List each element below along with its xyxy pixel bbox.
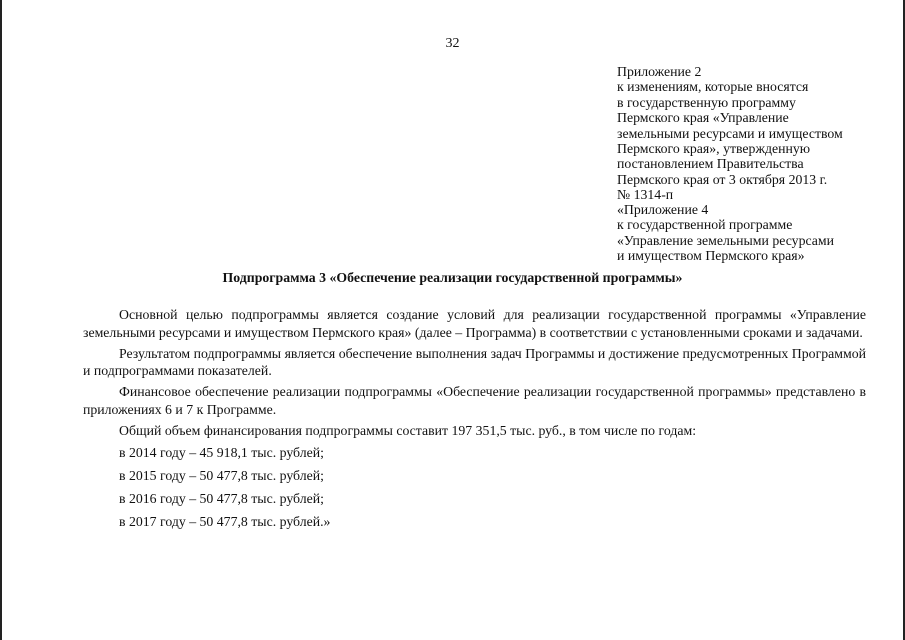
appendix-ref-line: «Приложение 4 — [617, 202, 709, 217]
appendix-main-line: постановлением Правительства — [617, 156, 804, 172]
funding-year-item: в 2016 году – 50 477,8 тыс. рублей; — [119, 490, 324, 506]
body-paragraph: Основной целью подпрограммы является создание условий для реализации государственной программы «Управление земельными ресурсами и имуществом Пермского края» (далее – Программа) в соответствии с установленными сроками и задачами. — [83, 307, 866, 340]
document-body — [83, 306, 866, 535]
appendix-main-line: Пермского края «Управление — [617, 110, 789, 126]
appendix-main-line: № 1314-п — [617, 187, 674, 203]
appendix-main-line: в государственную программу — [617, 94, 796, 110]
appendix-main-line: Пермского края», утвержденную — [617, 141, 811, 157]
funding-year-item: в 2017 году – 50 477,8 тыс. рублей.» — [119, 514, 331, 530]
appendix-main-block — [617, 64, 887, 203]
body-paragraph: Финансовое обеспечение реализации подпрограммы «Обеспечение реализации государственной программы» представлено в приложениях 6 и 7 к Программе. — [83, 384, 866, 417]
body-paragraph: Результатом подпрограммы является обеспечение выполнения задач Программы и достижение предусмотренных Программой и подпрограммами показателей. — [83, 345, 866, 379]
appendix-ref-line: к государственной программе — [617, 217, 793, 233]
appendix-main-line: Приложение 2 — [617, 64, 702, 79]
funding-by-year-list — [83, 443, 866, 532]
appendix-ref-line: и имуществом Пермского края» — [617, 248, 805, 264]
scan-edge-left — [0, 0, 2, 640]
subprogram-title: Подпрограмма 3 «Обеспечение реализации государственной программы» — [222, 270, 683, 285]
body-paragraph: Общий объем финансирования подпрограммы составит 197 351,5 тыс. руб., в том числе по годам: — [119, 422, 697, 438]
funding-year-item: в 2015 году – 50 477,8 тыс. рублей; — [119, 467, 324, 483]
appendix-main-line: к изменениям, которые вносятся — [617, 79, 809, 95]
appendix-main-line: земельными ресурсами и имуществом — [617, 125, 843, 141]
funding-year-item: в 2014 году – 45 918,1 тыс. рублей; — [119, 444, 324, 460]
appendix-main-line: Пермского края от 3 октября 2013 г. — [617, 171, 828, 187]
page-number: 32 — [445, 36, 460, 51]
appendix-ref-line: «Управление земельными ресурсами — [617, 232, 834, 248]
appendix-ref-block — [617, 202, 887, 264]
